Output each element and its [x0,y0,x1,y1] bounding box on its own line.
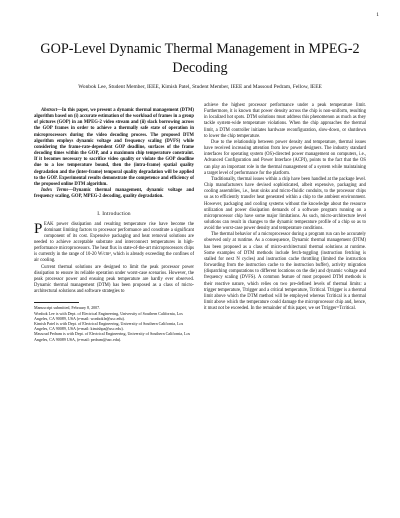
intro-paragraph-2: Current thermal solutions are designed to limit the peak processor power dissipation to ensure its reliable operation under worst-case scenarios. However, the peak processor power and ensuing peak temperature are hardly ever observed. Dynamic thermal management (DTM) has been proposed as a class of micro-architectural solutions and software strategies to [34,264,194,295]
paper-title: GOP-Level Dynamic Thermal Management in MPEG-2 Decoding [40,41,360,76]
intro-paragraph-1 [34,222,194,265]
intro-paragraph-1-text: EAK power dissipation and resulting temperature rise have become the dominant limiting factors to processor performance and constitute a significant component of its cost. Expensive packaging and heat removal solutions are needed to achieve acceptable substrate and interconnect temperatures in high-performance microprocessors. The heat flux in state-of-the-art microprocessors chips is currently in the range of 10-20 W/cm², which is already exceeding the confines of air cooling. [34,221,194,264]
section-heading-introduction: I. Introduction [97,211,131,218]
drop-cap: P [34,220,43,237]
left-column [34,108,194,342]
abstract-label: Abstract [41,108,58,113]
body-paragraph: Due to the relationship between power density and temperature, thermal issues have received increasing attention from low power designers. The industry standard interfaces for operating system (OS)-directed power management on computers, i.e., Advanced Configuration and Power Interface (ACPI), points to the fact that the OS can play an important role in the thermal management of a system while maintaining a target level of performance for the platform. [204,139,366,176]
body-paragraph: The thermal behavior of a microprocessor during a program run can be accurately observed only at runtime. As a consequence, Dynamic thermal management (DTM) has been proposed as a class of micro-architectural thermal solutions at runtime. Some examples of DTM methods include fetch-toggling (instruction fetching is stalled for next N cycles) and instruction cache throttling (limited the instruction forwarding from the instruction cache to the instruction buffer), activity migration (dispatching computations to different locations on the die) and dynamic voltage and frequency scaling (DVFS). A common feature of most proposed DTM methods is their reactive nature, which relies on two pre-defined levels of thermal limits: a trigger temperature, Ttrigger and a critical temperature, Tcritical. Ttrigger is a thermal limit above which the DTM method will be employed whereas Tcritical is a thermal limit above which the temperature could damage the microprocessor chip and, hence, it must not be exceeded. In the remainder of this paper, we set Ttrigger=Tcritical. [204,232,366,312]
footnote-line: Massoud Pedram is with Dept. of Electrical Engineering, University of Southern California, Los Angeles, CA 90089 USA, (e-mail: pedram@usc.edu). [34,331,191,342]
body-paragraph: achieve the highest processor performance under a peak temperature limit. Furthermore, it is known that power density across the chip is non-uniform, resulting in localized hot spots. DTM solutions must address this phenomenon as much as they tackle system-wide temperature violations. When the chip approaches the thermal limit, a DTM controller initiates hardware reconfiguration, slow-down, or shutdown to lower the chip temperature. [204,103,366,139]
author-line: Wonbok Lee, Student Member, IEEE, Kimish Patel, Student Member, IEEE and Massoud Pedram, Fellow, IEEE [78,84,322,90]
right-column [204,103,366,312]
index-terms: Index Terms—Dynamic thermal management, dynamic voltage and frequency scaling, GOP, MPEG-2 decoding, quality degradation. [34,188,194,200]
footnote-line: Kimish Patel is with Dept. of Electrical Engineering, University of Southern California, Los Angeles, CA 90089, USA (e-mail: kimishpa@usc.edu). [34,320,184,332]
abstract: Abstract—In this paper, we present a dynamic thermal management (DTM) algorithm based on (i) accurate estimation of the workload of frames in a group of pictures (GOP) in an MPEG-2 video stream and (ii) slack borrowing across the GOP frames in order to achieve a thermally safe state of operation in microprocessors during the video decoding process. The proposed DTM algorithm employs dynamic voltage and frequency scaling (DVFS) while considering the frame-rate-dependent GOP deadline, surfaces of the frame decoding times within the GOP, and a maximum chip temperature constraint. If it becomes necessary to sacrifice video quality or violate the GOP deadline due to a low temperature bound, then the (intra-frame) spatial quality degradation and the (inter-frame) temporal quality degradation will be applied to the GOP. Experimental results demonstrate the competence and efficiency of the proposed online DTM algorithm. [34,108,194,187]
footnote [34,305,194,341]
body-paragraph: Traditionally, thermal issues within a chip have been handled at the package level. Chip manufacturers have devised sophisticated, albeit expensive, packaging and cooling assemblies, i.e., heat sinks and micro-fluidic conduits, to the processor chips so as to efficiently transfer heat generated within a chip to the ambient environment. However, packaging and cooling systems without the knowledge about the resource utilization and power dissipation demands of a software program running on a microprocessor chip have some major limitations. As such, micro-architecture level solutions can result in changes to the dynamic temperature profile of a chip so as to avoid the worst-case power density and temperature conditions. [204,176,366,232]
page-number: 1 [376,12,379,18]
footnote-line: Manuscript submitted, February 8, 2007. [34,305,101,311]
abstract-text: In this paper, we present a dynamic thermal management (DTM) algorithm based on (i) accurate estimation of the workload of frames in a group of pictures (GOP) in an MPEG-2 video stream and (ii) slack borrowing across the GOP frames in order to achieve a thermally safe state of operation in microprocessors during the video decoding process. The proposed DTM algorithm employs dynamic voltage and frequency scaling (DVFS) while considering the frame-rate-dependent GOP deadline, surfaces of the frame decoding times within the GOP, and a maximum chip temperature constraint. If it becomes necessary to sacrifice video quality or violate the GOP deadline due to a low temperature bound, then the (intra-frame) spatial quality degradation and the (inter-frame) temporal quality degradation will be applied to the GOP. Experimental results demonstrate the competence and efficiency of the proposed online DTM algorithm. [34,108,194,187]
footnote-line: Wonbok Lee is with Dept. of Electrical Engineering, University of Southern California, Los Angeles, CA 90089, USA (e-mail: wonbokle@usc.edu). [34,310,183,321]
footnote-divider [34,302,79,303]
index-terms-text: Dynamic thermal management, dynamic voltage and frequency scaling, GOP, MPEG-2 decoding, quality degradation. [34,188,194,200]
index-terms-label: Index Terms [41,188,69,194]
